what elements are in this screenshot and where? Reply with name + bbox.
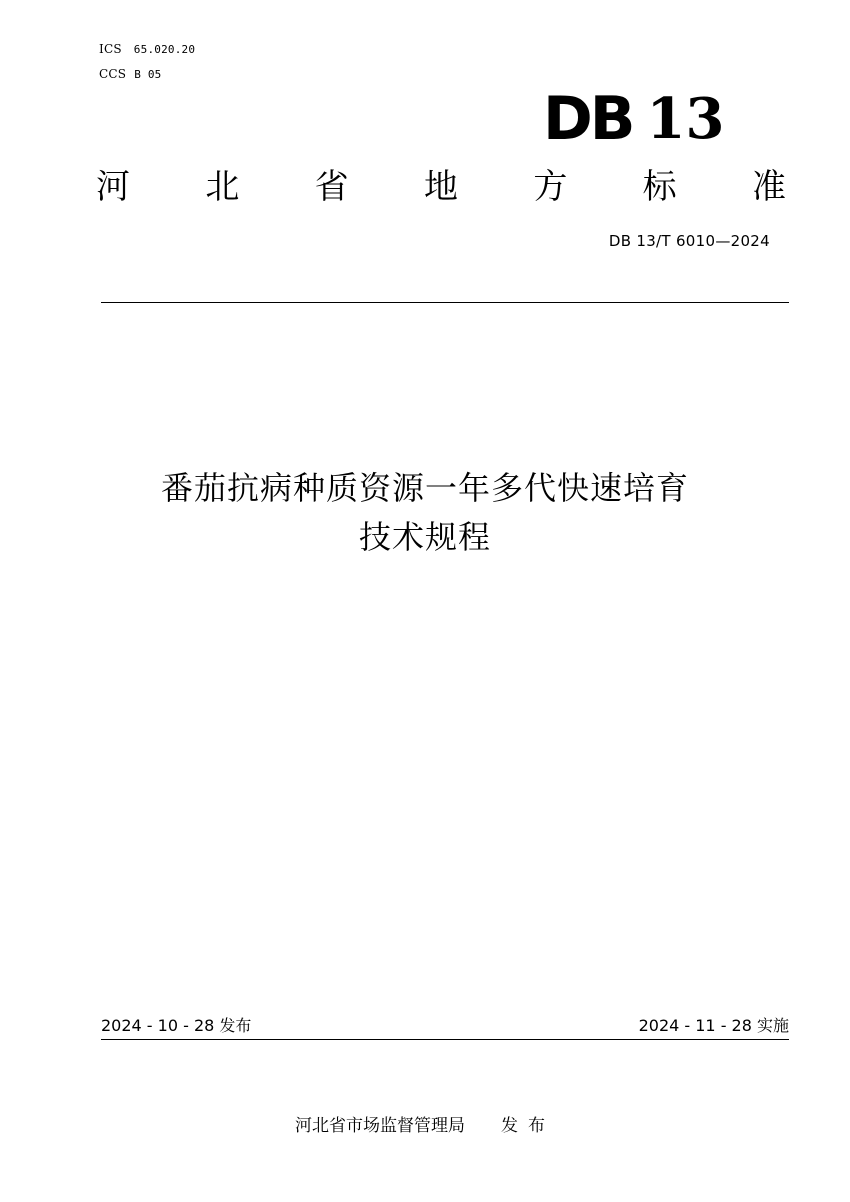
standard-type-char: 河 xyxy=(96,167,130,207)
standard-type-char: 准 xyxy=(751,167,786,207)
db-logo-letters: DB xyxy=(543,84,633,154)
ccs-code: B 05 xyxy=(134,68,162,81)
document-title-line-2: 技术规程 xyxy=(358,518,491,556)
standard-number: DB 13/T 6010—2024 xyxy=(608,232,770,250)
ics-code: 65.020.20 xyxy=(133,43,196,56)
standard-type-heading xyxy=(96,165,786,209)
standard-type-char: 标 xyxy=(642,167,677,207)
standard-type-char: 地 xyxy=(423,167,458,207)
standard-type-char: 省 xyxy=(314,167,349,207)
publisher-action: 发布 xyxy=(501,1116,555,1136)
standard-type-char: 北 xyxy=(205,167,240,207)
footer-divider xyxy=(101,1039,789,1040)
ccs-classification xyxy=(99,67,162,82)
ccs-label: CCS xyxy=(99,67,127,81)
publisher-name: 河北省市场监督管理局 xyxy=(295,1116,465,1136)
db-logo-number: 13 xyxy=(646,86,725,152)
implementation-date: 2024 - 11 - 28 实施 xyxy=(638,1016,789,1035)
header-divider xyxy=(101,302,789,303)
issue-date: 2024 - 10 - 28 发布 xyxy=(101,1016,252,1035)
standard-type-char: 方 xyxy=(533,167,568,207)
ics-label: ICS xyxy=(99,42,122,56)
ics-classification xyxy=(99,42,195,57)
db-standard-logo xyxy=(543,84,725,154)
publisher-line xyxy=(0,1115,850,1137)
document-title-line-1: 番茄抗病种质资源一年多代快速培育 xyxy=(160,469,689,507)
